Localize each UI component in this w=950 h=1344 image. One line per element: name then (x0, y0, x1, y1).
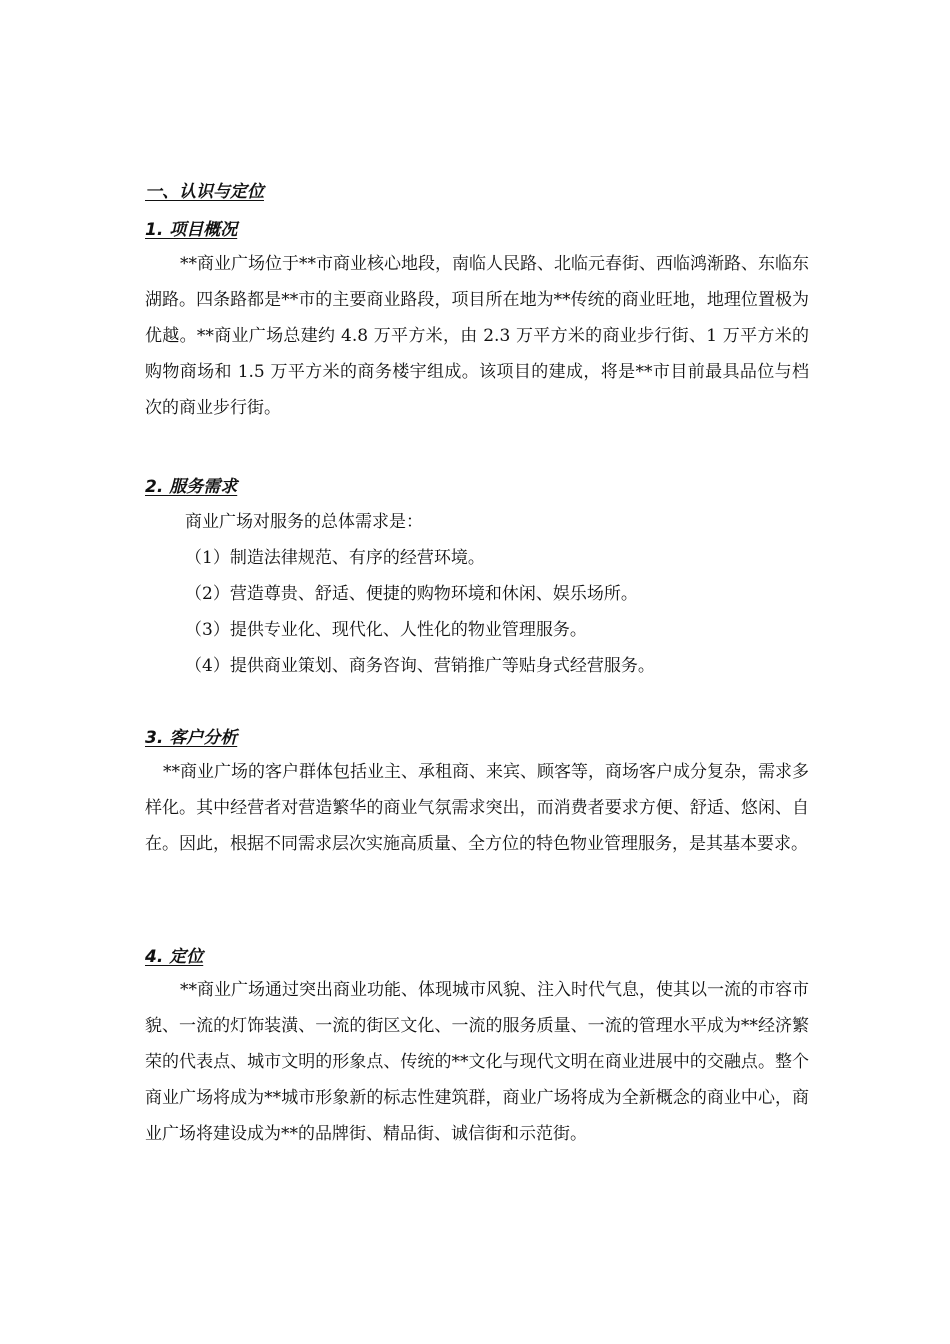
document-title: 一、认识与定位 (145, 182, 264, 202)
section-heading-positioning: 4. 定位 (145, 947, 204, 967)
section-paragraph-customer-analysis: **商业广场的客户群体包括业主、承租商、来宾、顾客等，商场客户成分复杂，需求多样化。其中经营者对营造繁华的商业气氛需求突出，而消费者要求方便、舒适、悠闲、自在。因此，根据不同需求层次实施高质量、全方位的特色物业管理服务，是其基本要求。 (145, 762, 809, 854)
section-heading-service-needs: 2. 服务需求 (145, 477, 238, 497)
list-item: （1）制造法律规范、有序的经营环境。 (185, 548, 485, 568)
list-item: （3）提供专业化、现代化、人性化的物业管理服务。 (185, 620, 587, 640)
list-item: （4）提供商业策划、商务咨询、营销推广等贴身式经营服务。 (185, 656, 655, 676)
section-heading-customer-analysis: 3. 客户分析 (145, 728, 238, 748)
section-paragraph-project-overview: **商业广场位于**市商业核心地段，南临人民路、北临元春街、西临鸿渐路、东临东湖路。四条路都是**市的主要商业路段，项目所在地为**传统的商业旺地，地理位置极为优越。**商业广场总建约 4.8 万平方米，由 2.3 万平方米的商业步行街、1 万平方米的购物商场和 1.5 万平方米的商务楼宇组成。该项目的建成，将是**市目前最具品位与档次的商业步行街。 (145, 254, 809, 418)
list-intro: 商业广场对服务的总体需求是： (185, 512, 423, 532)
list-item: （2）营造尊贵、舒适、便捷的购物环境和休闲、娱乐场所。 (185, 584, 638, 604)
section-heading-project-overview: 1. 项目概况 (145, 220, 238, 240)
section-paragraph-positioning: **商业广场通过突出商业功能、体现城市风貌、注入时代气息，使其以一流的市容市貌、一流的灯饰装潢、一流的街区文化、一流的服务质量、一流的管理水平成为**经济繁荣的代表点、城市文明的形象点、传统的**文化与现代文明在商业进展中的交融点。整个商业广场将成为**城市形象新的标志性建筑群，商业广场将成为全新概念的商业中心，商业广场将建设成为**的品牌街、精品街、诚信街和示范街。 (145, 980, 809, 1144)
service-needs-list (145, 504, 809, 684)
